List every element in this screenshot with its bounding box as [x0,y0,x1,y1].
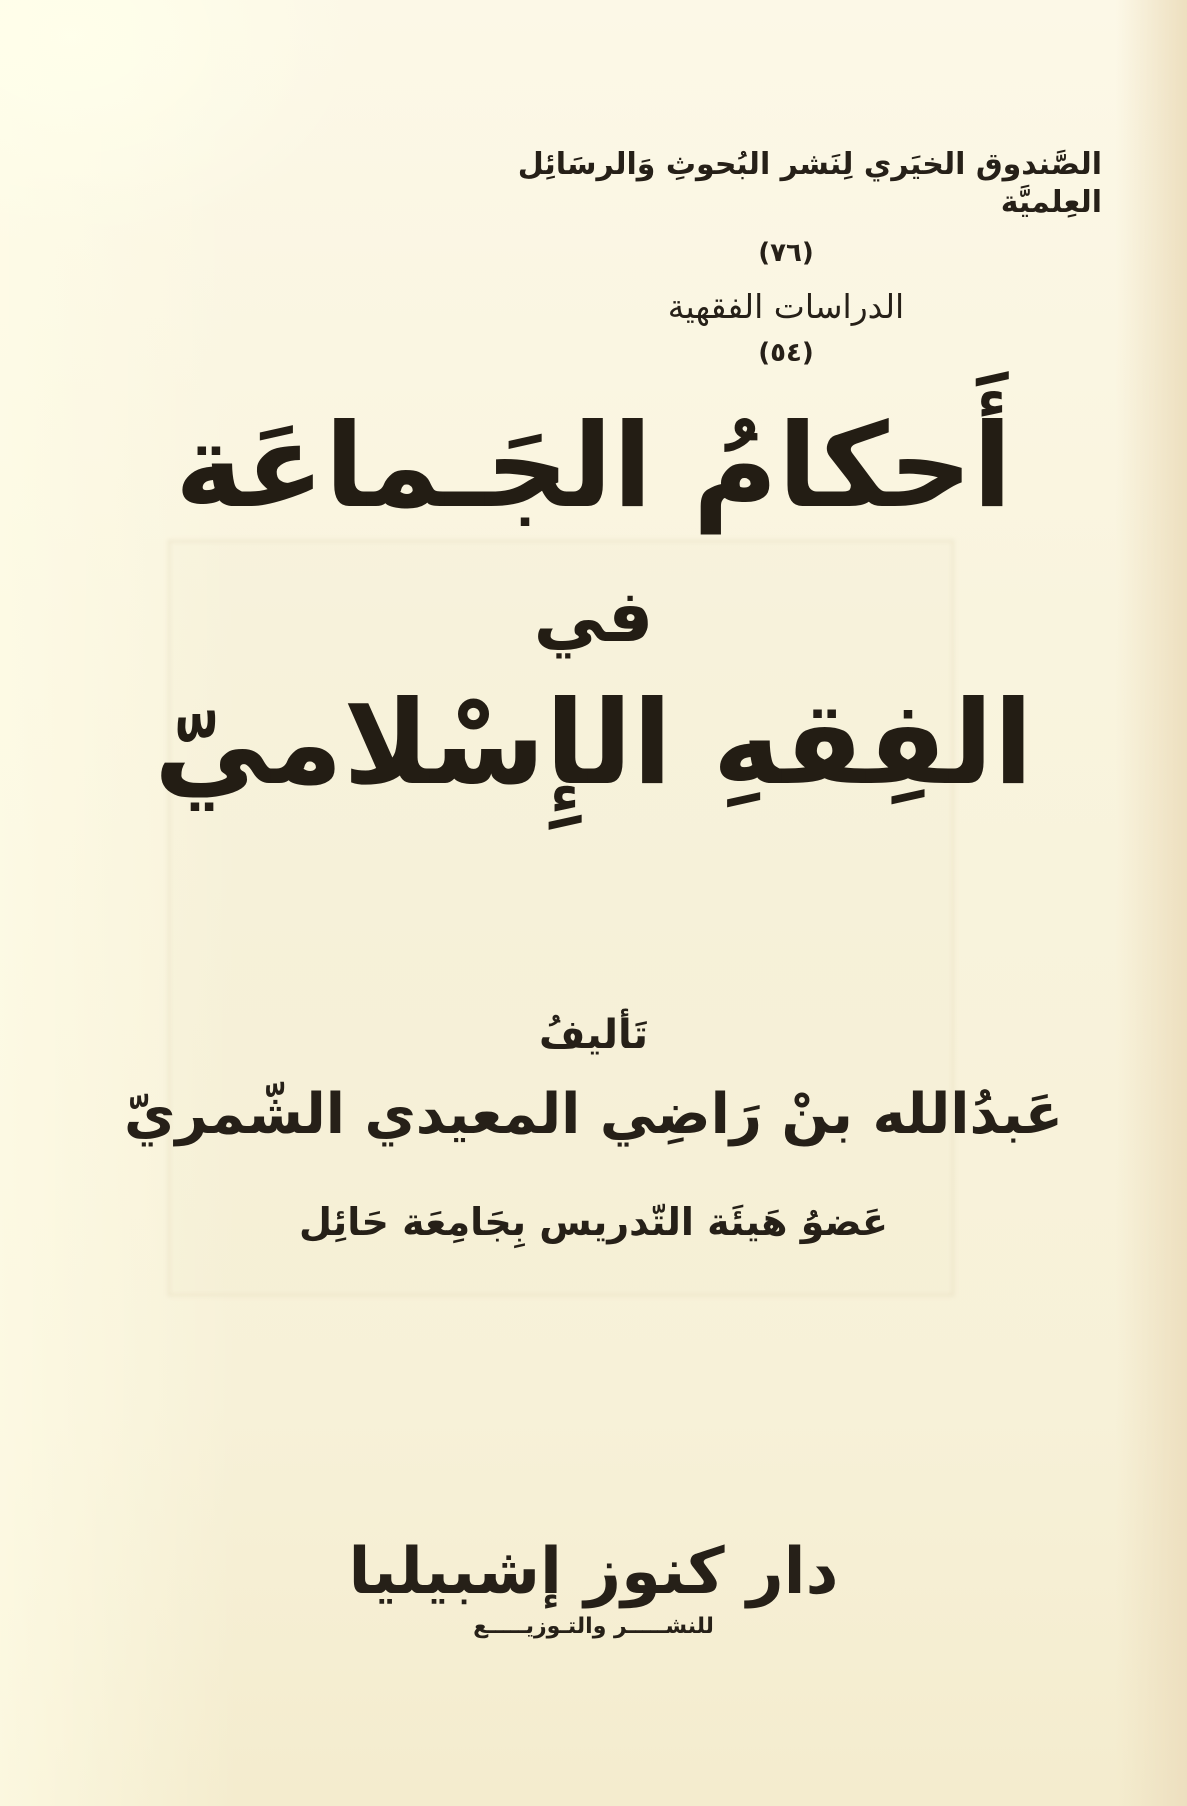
publisher-name: دار كنوز إشبيليا [348,1535,839,1609]
publisher-logo [0,1532,1187,1639]
book-title-sub: الفِقهِ الإِسْلاميّ [153,675,1034,811]
byline-label: تَأليفُ [538,1012,649,1058]
author-name: عَبدُالله بنْ رَاضِي المعيدي الشّمريّ [124,1082,1063,1147]
author-affiliation: عَضوُ هَيئَة التّدريس بِجَامِعَة حَائِل [299,1200,888,1244]
fiqh-studies-series-title: الدراسات الفقهية [667,286,905,326]
publisher-descriptor: للنشـــــر والتـوزيـــــع [473,1614,714,1639]
charity-fund-series-number: (٧٦) [758,238,814,268]
book-title-middle-word: في [533,573,654,658]
header-block [470,146,1102,369]
fiqh-studies-series-number: (٥٤) [758,337,814,368]
book-title-block [0,392,1187,820]
charity-fund-series-line: الصَّندوق الخيَري لِنَشر البُحوثِ وَالرسَائِل العِلميَّة [517,147,1102,220]
book-title-main: أَحكامُ الجَـماعَة [174,399,1013,534]
